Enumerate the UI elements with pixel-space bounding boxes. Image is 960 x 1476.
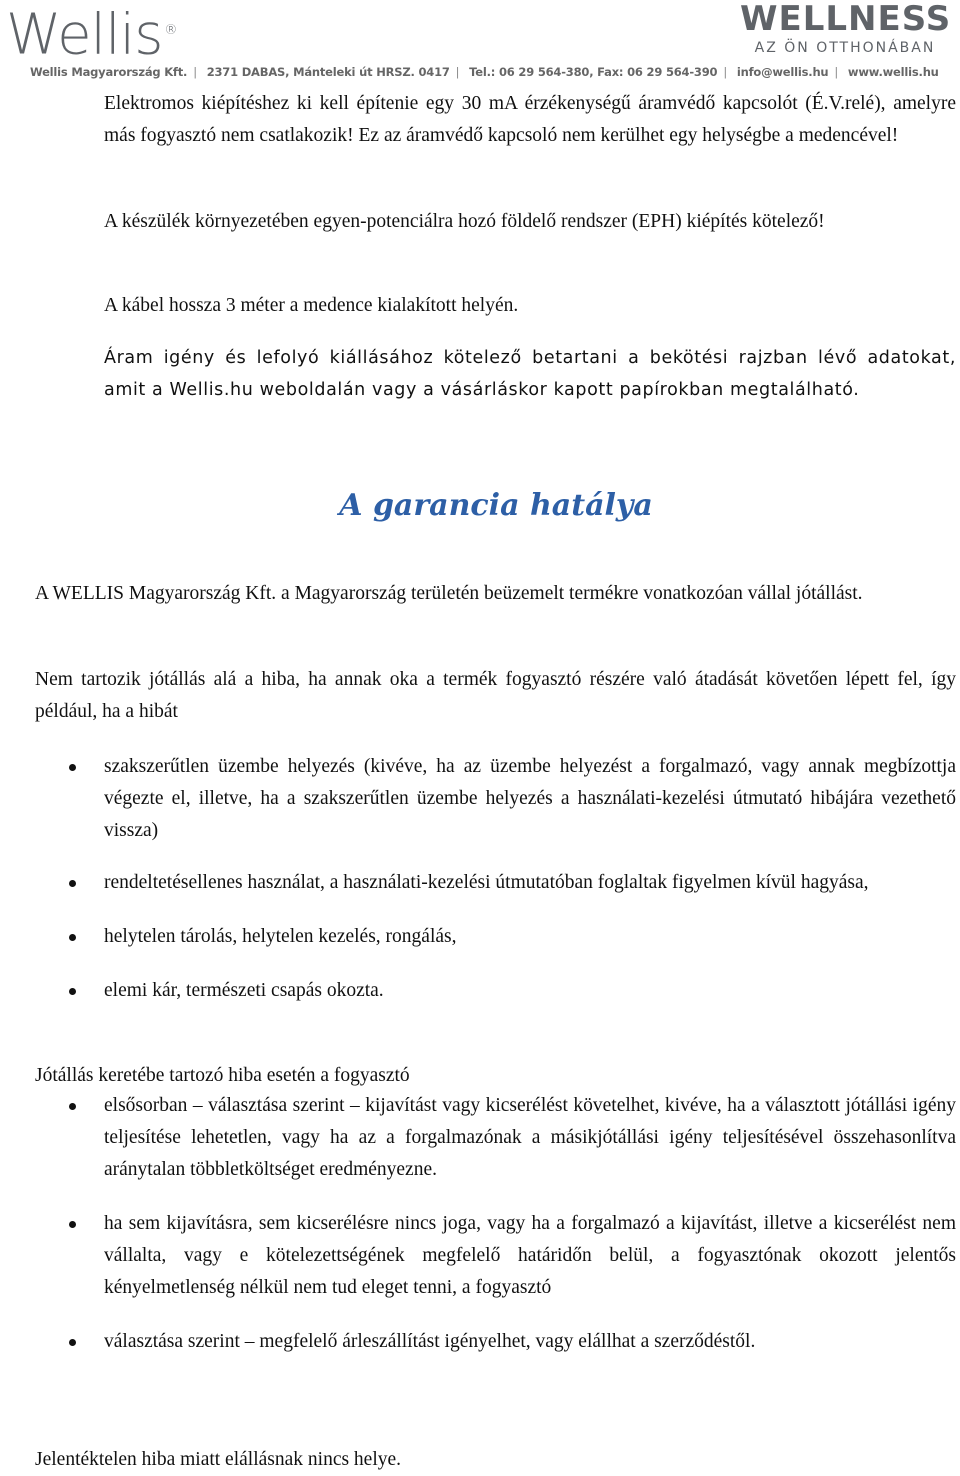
bullet-icon — [69, 1221, 76, 1228]
paragraph-warranty-scope: A WELLIS Magyarország Kft. a Magyarország területén beüzemelt termékre vonatkozóan vállal jótállást. — [35, 583, 863, 604]
company-name: Wellis Magyarország Kft. — [30, 65, 188, 79]
paragraph-minor-defect: Jelentéktelen hiba miatt elállásnak nincs helye. — [35, 1449, 402, 1470]
list-item: rendeltetésellenes használat, a használati-kezelési útmutatóban foglaltak figyelmen kívül hagyása, — [35, 867, 956, 899]
consumer-rights-list — [35, 1090, 956, 1358]
letterhead — [0, 0, 960, 86]
list-item: szakszerűtlen üzembe helyezés (kivéve, ha az üzembe helyezést a forgalmazó, vagy annak megbízottja végezte el, illetve, ha a szakszerűtlen üzembe helyezés a használati-kezelési útmutató hibájára vezethető vissza) — [35, 751, 956, 847]
paragraph-eph-requirement: A készülék környezetében egyen-potenciálra hozó földelő rendszer (EPH) kiépítés kötelező! — [104, 211, 825, 232]
company-website: www.wellis.hu — [847, 65, 939, 79]
company-address: 2371 DABAS, Mánteleki út HRSZ. 0417 — [206, 65, 450, 79]
wellness-brand — [740, 0, 950, 58]
list-item: választása szerint – megfelelő árleszállítást igényelhet, vagy elállhat a szerződéstől. — [35, 1326, 956, 1358]
bullet-icon — [69, 988, 76, 995]
bullet-icon — [69, 880, 76, 887]
bullet-icon — [69, 1103, 76, 1110]
paragraph-rcd-requirement: Elektromos kiépítéshez ki kell építenie egy 30 mA érzékenységű áramvédő kapcsolót (É.V.relé), amelyre más fogyasztó nem csatlakozik! Ez az áramvédő kapcsoló nem kerülhet egy helységbe a medencével! — [104, 93, 956, 146]
exclusions-list — [35, 751, 956, 1007]
bullet-icon — [69, 764, 76, 771]
brand-tagline: AZ ÖN OTTHONÁBAN — [754, 40, 936, 56]
list-item: helytelen tárolás, helytelen kezelés, rongálás, — [35, 921, 956, 953]
paragraph-exclusions-intro: Nem tartozik jótállás alá a hiba, ha annak oka a termék fogyasztó részére való átadását követően lépett fel, így például, ha a hibát — [35, 669, 956, 722]
registered-mark: ® — [164, 23, 177, 38]
paragraph-consumer-rights-intro: Jótállás keretébe tartozó hiba esetén a fogyasztó — [35, 1065, 410, 1086]
wellis-logo — [6, 0, 176, 67]
section-heading: A garancia hatálya — [339, 488, 653, 523]
company-phone: Tel.: 06 29 564-380, Fax: 06 29 564-390 — [469, 65, 718, 79]
list-item: elemi kár, természeti csapás okozta. — [35, 975, 956, 1007]
paragraph-connection-data: Áram igény és lefolyó kiállásához kötelező betartani a bekötési rajzban lévő adatokat, amit a Wellis.hu weboldalán vagy a vásárláskor kapott papírokban megtalálható. — [104, 348, 956, 400]
bullet-icon — [69, 934, 76, 941]
paragraph-cable-length: A kábel hossza 3 méter a medence kialakított helyén. — [104, 295, 519, 316]
bullet-icon — [69, 1339, 76, 1346]
logo-text: Wellis — [6, 2, 163, 68]
brand-title: WELLNESS — [740, 0, 952, 39]
contact-line: Wellis Magyarország Kft. | 2371 DABAS, Mánteleki út HRSZ. 0417 | Tel.: 06 29 564-380, Fax: 06 29 564-390 | info@wellis.hu | www.wellis.hu — [30, 65, 939, 79]
list-item: ha sem kijavításra, sem kicserélésre nincs joga, vagy ha a forgalmazó a kijavítást, illetve a kicserélést nem vállalta, vagy e kötelezettségének megfelelő határidőn belül, a fogyasztónak okozott jelentős kényelmetlenség nélkül nem tud eleget tenni, a fogyasztó — [35, 1208, 956, 1304]
company-email: info@wellis.hu — [736, 65, 829, 79]
list-item: elsősorban – választása szerint – kijavítást vagy kicserélést követelhet, kivéve, ha a választott jótállási igény teljesítése lehetetlen, vagy ha az a forgalmazónak a másikjótállási igény teljesítésével összehasonlítva aránytalan többletköltséget eredményezne. — [35, 1090, 956, 1186]
